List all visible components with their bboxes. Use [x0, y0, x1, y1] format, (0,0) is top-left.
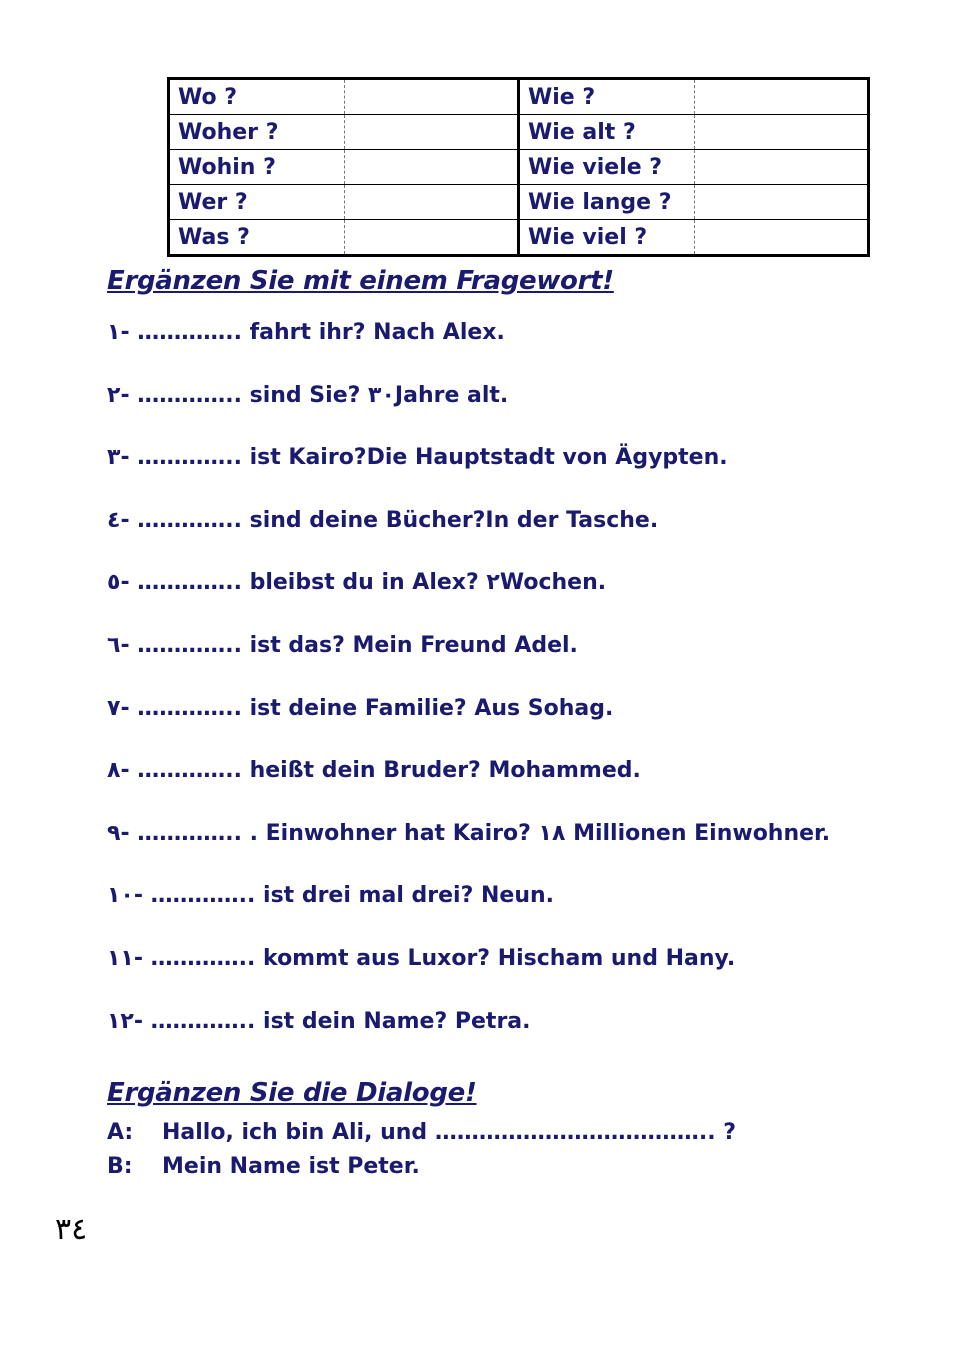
question-word: Wo ?	[169, 79, 345, 115]
exercise-item: ١١- ………….. kommt aus Luxor? Hischam und Hany.	[107, 945, 736, 971]
dialog-block	[107, 1116, 736, 1184]
question-word: Wie lange ?	[519, 185, 695, 220]
question-word: Wie viel ?	[519, 220, 695, 256]
page-number: ٣٤	[55, 1212, 88, 1247]
answer-blank	[345, 220, 519, 256]
exercise-item: ١٢- ………….. ist dein Name? Petra.	[107, 1008, 531, 1034]
exercise-item: ٤- ………….. sind deine Bücher?In der Tasche.	[107, 507, 659, 533]
exercise-list	[107, 316, 830, 1067]
question-word: Wie alt ?	[519, 115, 695, 150]
answer-blank	[695, 150, 869, 185]
dialog-speaker: B:	[107, 1154, 133, 1179]
exercise-item: ١- ………….. fahrt ihr? Nach Alex.	[107, 320, 505, 345]
exercise-item: ١٠- ………….. ist drei mal drei? Neun.	[107, 883, 555, 909]
answer-blank	[695, 79, 869, 115]
exercise-item: ٣- ………….. ist Kairo?Die Hauptstadt von Ägypten.	[107, 445, 728, 471]
answer-blank	[695, 185, 869, 220]
section-heading-dialoge: Ergänzen Sie die Dialoge!	[107, 1078, 477, 1108]
dialog-line	[107, 1116, 736, 1150]
question-table-row	[169, 150, 869, 185]
question-table-row	[169, 79, 869, 115]
answer-blank	[695, 220, 869, 256]
question-table-row	[169, 115, 869, 150]
question-word: Wohin ?	[169, 150, 345, 185]
exercise-item: ٧- ………….. ist deine Familie? Aus Sohag.	[107, 695, 614, 721]
exercise-item: ٨- ………….. heißt dein Bruder? Mohammed.	[107, 758, 641, 784]
answer-blank	[345, 115, 519, 150]
answer-blank	[695, 115, 869, 150]
question-word: Wie viele ?	[519, 150, 695, 185]
question-word-table	[167, 77, 870, 257]
dialog-speaker: A:	[107, 1120, 134, 1145]
dialog-line	[107, 1150, 736, 1184]
exercise-item: ٩- ………….. . Einwohner hat Kairo? ١٨ Millionen Einwohner.	[107, 820, 831, 846]
question-word: Wer ?	[169, 185, 345, 220]
exercise-item: ٦- ………….. ist das? Mein Freund Adel.	[107, 632, 578, 658]
section-heading-fragewort: Ergänzen Sie mit einem Fragewort!	[107, 266, 614, 296]
exercise-item: ٢- ………….. sind Sie? ٣٠Jahre alt.	[107, 382, 509, 408]
question-table-row	[169, 185, 869, 220]
answer-blank	[345, 150, 519, 185]
question-table-row	[169, 220, 869, 256]
answer-blank	[345, 79, 519, 115]
dialog-text: Hallo, ich bin Ali, und ……………………………….. ?	[162, 1120, 736, 1145]
question-word: Woher ?	[169, 115, 345, 150]
dialog-text: Mein Name ist Peter.	[162, 1154, 420, 1179]
answer-blank	[345, 185, 519, 220]
exercise-item: ٥- ………….. bleibst du in Alex? ٢Wochen.	[107, 570, 607, 596]
question-word: Was ?	[169, 220, 345, 256]
question-word: Wie ?	[519, 79, 695, 115]
